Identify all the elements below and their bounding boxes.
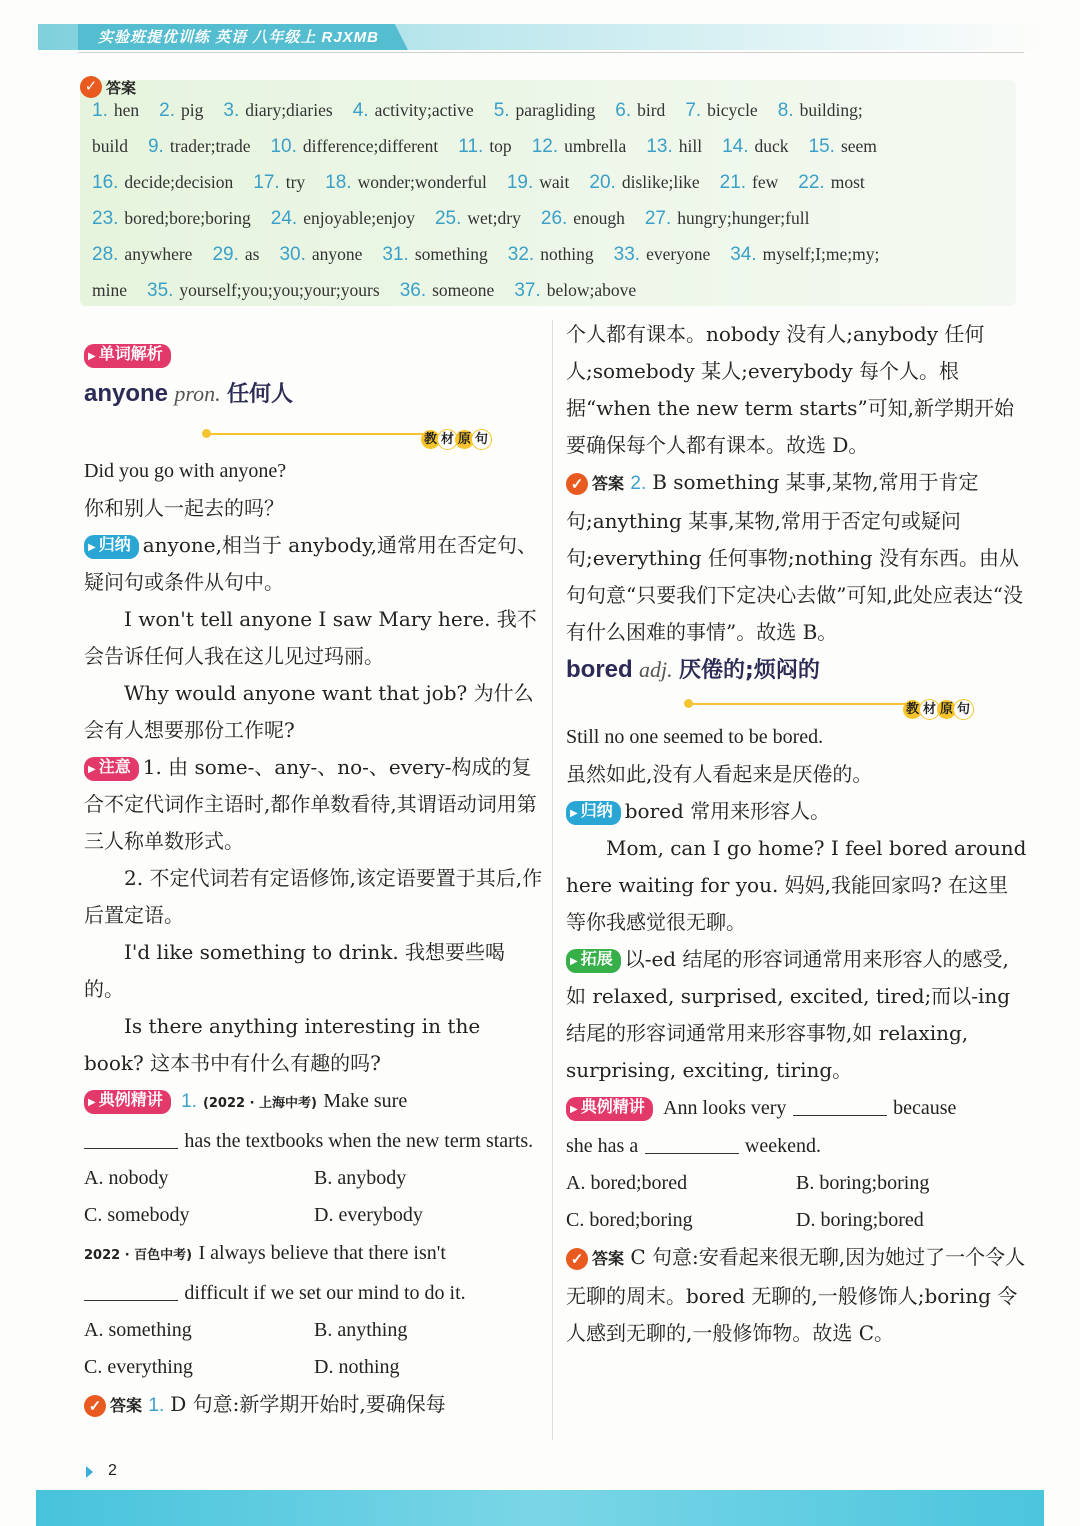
sentence-3: I'd like something to drink. 我想要些喝的。 [84, 940, 506, 1001]
summary-pill: ▶ 归纳 [566, 801, 621, 825]
extension-pill: ▶ 拓展 [566, 949, 621, 973]
answer-key-item: 20. dislike;like [589, 172, 700, 193]
answer-key-item: 35. yourself;you;you;your;yours [147, 280, 380, 301]
answer-key-row [92, 280, 656, 302]
answer-key-item: 5. paragliding [493, 100, 596, 121]
footer-band [36, 1490, 1044, 1526]
option-d[interactable]: D. boring;bored [796, 1209, 924, 1231]
example-pill: ▶ 典例精讲 [84, 1090, 171, 1114]
answer-1-continued: 个人都有课本。nobody 没有人;anybody 任何人;somebody 某人;everybody 每个人。根据“when the new term starts”可知,新学期开始要确保每个人都有课本。故选 D。 [566, 322, 1015, 457]
answer-key-badge [80, 76, 136, 98]
page-marker-icon [86, 1466, 93, 1478]
option-b[interactable]: B. anybody [314, 1167, 407, 1189]
answer-key-item: 31. something [382, 244, 488, 265]
answer-key-item: 33. everyone [613, 244, 711, 265]
answer-key-item: 25. wet;dry [434, 208, 521, 229]
sentence-5: Mom, can I go home? I feel bored around here waiting for you. 妈妈,我能回家吗? 在这里等你我感觉很无聊。 [566, 836, 1027, 934]
answer-key-item: 26. enough [540, 208, 625, 229]
summary-pill: ▶ 归纳 [84, 535, 139, 559]
answer-1: ✓ 答案 1. D 句意:新学期开始时,要确保每 [84, 1386, 544, 1425]
answer-key-item: 3. diary;diaries [223, 100, 333, 121]
textbook-original-badge: 教 材 原 句 [424, 421, 492, 458]
option-c[interactable]: C. somebody [84, 1204, 190, 1226]
answer-key-item: 10. difference;different [270, 136, 439, 157]
check-icon: ✓ [566, 1248, 588, 1270]
example-en: Did you go with anyone? [84, 460, 287, 482]
answer-key-item: 37. below;above [514, 280, 637, 301]
answer-3: ✓ 答案 C 句意:安看起来很无聊,因为她过了一个令人无聊的周末。bored 无聊的,一般修饰人;boring 令人感到无聊的,一般修饰物。故选 C。 [566, 1245, 1026, 1345]
answer-key-item: 16. decide;decision [92, 172, 234, 193]
column-divider [552, 320, 553, 1440]
textbook-original-badge: 教 材 原 句 [906, 691, 974, 728]
answer-key-item: 24. enjoyable;enjoy [270, 208, 415, 229]
headword-bored: bored adj. 厌倦的;烦闷的 [566, 656, 820, 683]
extension-para: ▶ 拓展 以-ed 结尾的形容词通常用来形容人的感受,如 relaxed, surprised, excited, tired;而以-ing 结尾的形容词通常用来形容事物,如 relaxing, surprising, exciting, tiring。 [566, 947, 1011, 1082]
option-d[interactable]: D. everybody [314, 1204, 423, 1226]
summary-para: ▶ 归纳 bored 常用来形容人。 [566, 793, 1028, 830]
answer-key-item: 15. seem [808, 136, 877, 157]
answer-blank[interactable] [793, 1095, 887, 1116]
answer-key-item: 28. anywhere [92, 244, 193, 265]
option-c[interactable]: C. bored;boring [566, 1209, 693, 1231]
answer-key-row [92, 208, 829, 230]
answer-key-item: 32. nothing [507, 244, 594, 265]
answer-key-item: 7. bicycle [685, 100, 758, 121]
summary-para: ▶ 归纳 anyone,相当于 anybody,通常用在否定句、疑问句或条件从句中。 [84, 533, 538, 594]
left-column [84, 336, 544, 1425]
answer-key-item: build [92, 136, 128, 156]
sentence-2: Why would anyone want that job? 为什么会有人想要那份工作呢? [84, 681, 534, 742]
question-3-options [566, 1165, 1028, 1202]
question-2: 2022 · 百色中考) I always believe that there isn't difficult if we set our mind to do it. [84, 1242, 466, 1304]
textbook-original-divider [566, 689, 1028, 719]
option-d[interactable]: D. nothing [314, 1356, 400, 1378]
section-title [84, 336, 544, 373]
question-1-options-2 [84, 1197, 544, 1234]
answer-key-item: 18. wonder;wonderful [325, 172, 487, 193]
answer-key-item: 29. as [212, 244, 260, 265]
option-c[interactable]: C. everything [84, 1356, 193, 1378]
question-3-options-2 [566, 1202, 1028, 1239]
question-1: ▶ 典例精讲 1. (2022 · 上海中考) Make sure has the textbooks when the new term starts. [84, 1082, 544, 1160]
option-b[interactable]: B. boring;boring [796, 1172, 930, 1194]
answer-key-row [92, 100, 883, 122]
textbook-original-divider [84, 419, 544, 449]
answer-key-item: 22. most [798, 172, 865, 193]
answer-key-item: 8. building; [777, 100, 863, 121]
answer-key-item: 27. hungry;hunger;full [644, 208, 810, 229]
answer-key-row [92, 172, 885, 194]
answer-key-item: 34. myself;I;me;my; [730, 244, 880, 265]
check-icon: ✓ [84, 1395, 106, 1417]
option-b[interactable]: B. anything [314, 1319, 408, 1341]
check-icon: ✓ [566, 473, 588, 495]
answer-key-item: 1. hen [92, 100, 140, 121]
sentence-1: I won't tell anyone I saw Mary here. 我不会告诉任何人我在这儿见过玛丽。 [84, 607, 537, 668]
question-2-options-2 [84, 1349, 544, 1386]
answer-key-row [92, 244, 899, 266]
header-rule [78, 52, 1024, 53]
answer-key-item: 2. pig [159, 100, 204, 121]
answer-key-label: 答案 [106, 79, 137, 97]
answer-key-item: 11. top [458, 136, 512, 157]
answer-blank[interactable] [84, 1280, 178, 1301]
headword-anyone: anyone pron. 任何人 [84, 380, 294, 407]
answer-key-row [92, 136, 897, 158]
option-a[interactable]: A. bored;bored [566, 1172, 688, 1194]
answer-key-item: 13. hill [646, 136, 703, 157]
question-2-options [84, 1312, 544, 1349]
answer-key-item: 36. someone [399, 280, 495, 301]
note-pill: ▶ 注意 [84, 757, 139, 781]
question-1-options [84, 1160, 544, 1197]
example-cn: 虽然如此,没有人看起来是厌倦的。 [566, 762, 873, 786]
example-en: Still no one seemed to be bored. [566, 726, 824, 748]
answer-blank[interactable] [84, 1128, 178, 1149]
answer-key-item: 30. anyone [279, 244, 363, 265]
option-a[interactable]: A. nobody [84, 1167, 169, 1189]
example-cn: 你和别人一起去的吗？ [84, 496, 284, 520]
answer-key-item: 19. wait [506, 172, 570, 193]
answer-key-item: 21. few [719, 172, 779, 193]
option-a[interactable]: A. something [84, 1319, 192, 1341]
header-title: 实验班提优训练 英语 八年级上 RJXMB [98, 29, 380, 46]
answer-key-item: 9. trader;trade [147, 136, 251, 157]
note-para: ▶ 注意 1. 由 some-、any-、no-、every-构成的复合不定代词作主语时,都作单数看待,其谓语动词用第三人称单数形式。 [84, 755, 537, 853]
answer-key-item: 6. bird [615, 100, 666, 121]
page-number: 2 [108, 1462, 117, 1479]
answer-key-item: mine [92, 280, 127, 300]
note-2: 2. 不定代词若有定语修饰,该定语要置于其后,作后置定语。 [84, 866, 543, 927]
answer-key-item: 12. umbrella [531, 136, 627, 157]
answer-2: ✓ 答案 2. B something 某事,某物,常用于肯定句;anything 某事,某物,常用于否定句或疑问句;everything 任何事物;nothing 没有东西。由从句句意“只要我们下定决心去做”可知,此处应表达“没有什么困难的事情”。故选 B。 [566, 470, 1024, 644]
right-column [566, 316, 1028, 1352]
answer-key-item: 4. activity;active [352, 100, 474, 121]
question-3: ▶ 典例精讲 Ann looks very because she has a weekend. [566, 1097, 957, 1157]
section-pill: ▶ 单词解析 [84, 344, 171, 368]
example-pill: ▶ 典例精讲 [566, 1097, 653, 1121]
sentence-4: Is there anything interesting in the book? 这本书中有什么有趣的吗? [84, 1014, 481, 1075]
answer-key-item: 17. try [253, 172, 306, 193]
answer-key-item: 14. duck [722, 136, 789, 157]
answer-blank[interactable] [645, 1133, 739, 1154]
check-icon: ✓ [80, 76, 102, 98]
answer-key-item: 23. bored;bore;boring [92, 208, 251, 229]
